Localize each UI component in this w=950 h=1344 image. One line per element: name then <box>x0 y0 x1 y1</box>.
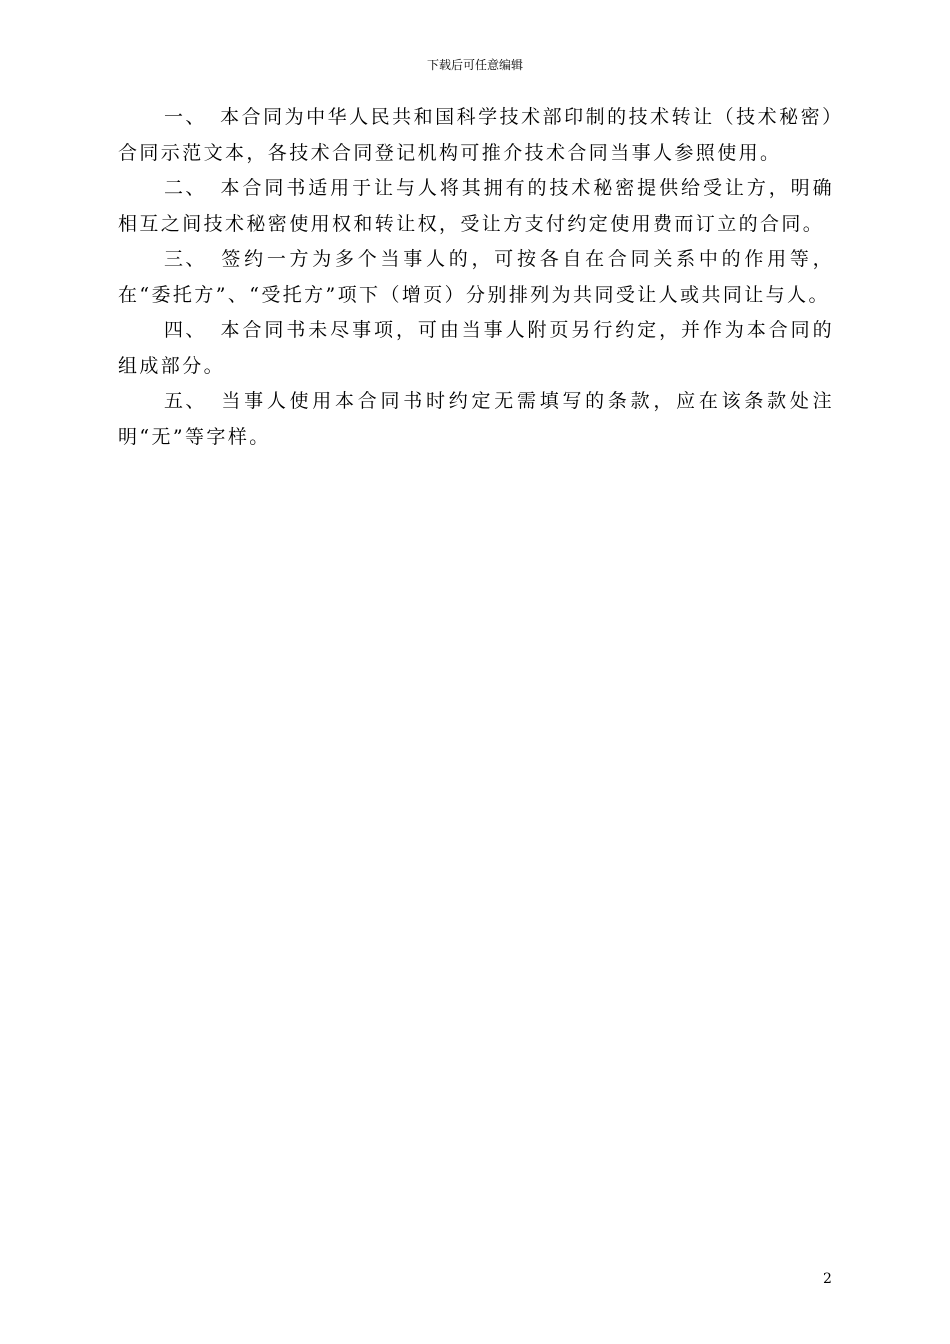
paragraph-number: 一、 <box>164 106 207 128</box>
paragraph-number: 三、 <box>164 248 207 270</box>
paragraph-text: 当事人使用本合同书时约定无需填写的条款，应在该条款处注明“无”等字样。 <box>118 390 834 448</box>
paragraph-text: 本合同书适用于让与人将其拥有的技术秘密提供给受让方，明确相互之间技术秘密使用权和转让权，受让方支付约定使用费而订立的合同。 <box>118 177 834 235</box>
document-body <box>118 100 834 455</box>
paragraph-2 <box>118 171 834 242</box>
paragraph-number: 五、 <box>164 390 207 412</box>
paragraph-number: 二、 <box>164 177 207 199</box>
page-number: 2 <box>823 1271 832 1287</box>
page-header: 下载后可任意编辑 <box>426 58 523 72</box>
paragraph-number: 四、 <box>164 319 207 341</box>
paragraph-5 <box>118 384 834 455</box>
paragraph-text: 本合同为中华人民共和国科学技术部印制的技术转让（技术秘密）合同示范文本，各技术合同登记机构可推介技术合同当事人参照使用。 <box>118 106 834 164</box>
paragraph-text: 签约一方为多个当事人的，可按各自在合同关系中的作用等，在“委托方”、“受托方”项下（增页）分别排列为共同受让人或共同让与人。 <box>118 248 834 306</box>
paragraph-4 <box>118 313 834 384</box>
paragraph-3 <box>118 242 834 313</box>
paragraph-1 <box>118 100 834 171</box>
paragraph-text: 本合同书未尽事项，可由当事人附页另行约定，并作为本合同的组成部分。 <box>118 319 834 377</box>
